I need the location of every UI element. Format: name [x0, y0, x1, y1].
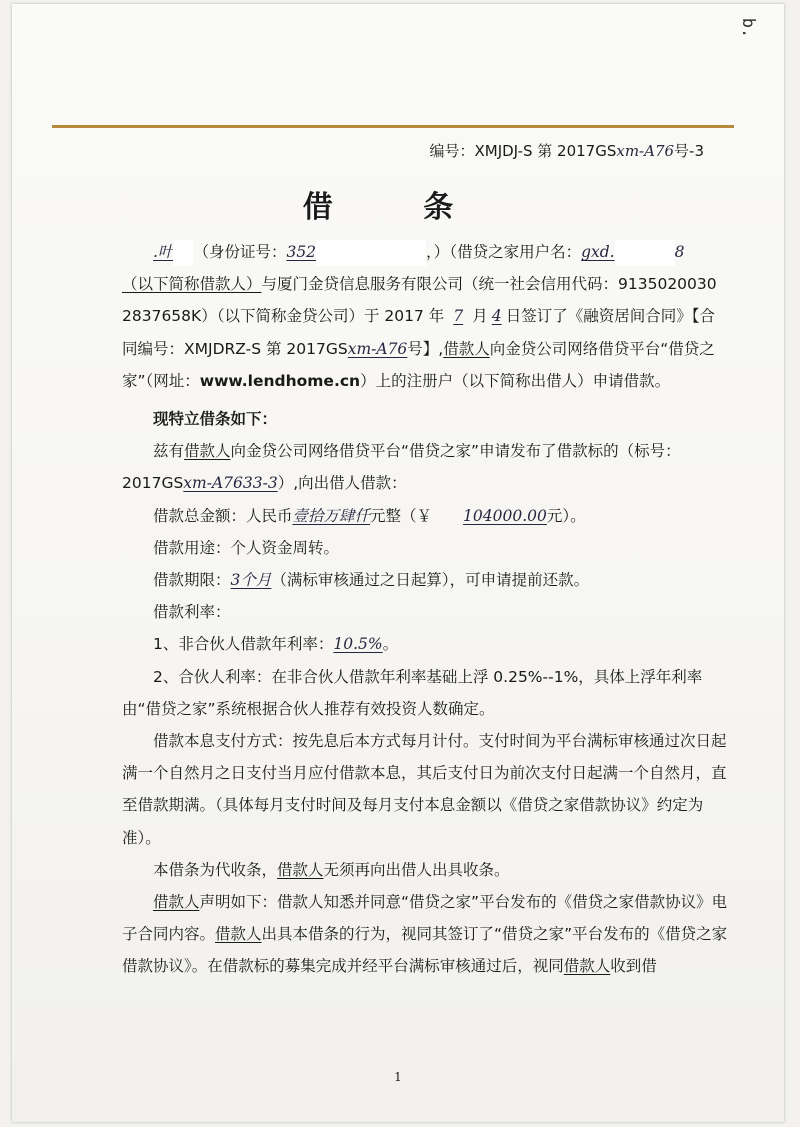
amount-label: 借款总金额：人民币	[153, 506, 293, 525]
loan-statement-a: 兹有	[153, 442, 185, 461]
payment-method: 借款本息支付方式：按先息后本方式每月计付。支付时间为平台满标审核通过次日起满一个自然月之日支付当月应付借款本息，其后支付日为前次支付日起满一个自然月，直至借款期满。（具体每月支付时间及每月支付本息金额以《借贷之家借款协议》约定为准）。	[122, 732, 727, 847]
receipt-clause	[122, 854, 734, 886]
loan-statement-d: ）,向出借人借款：	[277, 474, 407, 493]
loan-statement-c: 2017GS	[122, 474, 184, 493]
term-handwritten: 3个月	[230, 571, 272, 590]
website-url: www.lendhome.cn	[199, 371, 361, 390]
loan-term	[122, 564, 734, 596]
document-number	[429, 140, 704, 161]
amount-mid: 元整（￥	[370, 506, 433, 525]
borrower-term: 借款人	[277, 860, 324, 879]
amount-end: 元）。	[546, 506, 586, 525]
doc-number-handwritten: xm-A76	[616, 142, 675, 160]
contract-number-label: 同编号：XMJDRZ-S 第 2017GS	[122, 339, 348, 358]
section-heading: 现特立借条如下：	[153, 410, 278, 429]
contract-day-handwritten: 4	[491, 307, 502, 326]
declaration-clause	[122, 886, 734, 983]
paper-page	[12, 4, 784, 1122]
contract-month-handwritten: 7	[453, 307, 464, 326]
receipt-b: 无须再向出借人出具收条。	[323, 860, 510, 879]
rate-1-end: 。	[382, 635, 399, 654]
intro-line-2-text: 与厦门金贷信息服务有限公司（统一社会信用代码：9135020030	[261, 275, 717, 294]
term-end: （满标审核通过之日起算），可申请提前还款。	[271, 571, 590, 590]
term-label: 借款期限：	[153, 571, 231, 590]
doc-number-prefix: 编号：XMJDJ-S 第 2017GS	[429, 142, 617, 160]
borrower-term: 借款人	[443, 339, 490, 358]
borrower-term: 借款人	[184, 442, 231, 461]
loan-purpose: 借款用途：个人资金周转。	[153, 538, 340, 557]
intro-line-5	[122, 365, 734, 397]
declare-b: 出具本借条的行为，视同其签订了“借贷之家”平台发布的《借贷之家借款协议》。在借款标的募集完成并经平台满标审核通过后，视同	[122, 925, 728, 976]
contract-number-suffix: 号】,	[407, 339, 444, 358]
receipt-a: 本借条为代收条，	[153, 860, 278, 879]
redaction-username	[615, 240, 675, 266]
id-close: ，）	[426, 243, 450, 261]
page-title: 借 条	[302, 190, 494, 225]
declare-a: 声明如下：借款人知悉并同意“借贷之家”平台发布的《借贷之家借款协议》电子合同内容。	[122, 893, 728, 944]
document-body	[122, 236, 734, 983]
intro-line-5-tail: ）上的注册户（以下简称出借人）申请借款。	[360, 371, 671, 390]
header-rule	[52, 125, 734, 128]
amount-number-handwritten: 104000.00	[463, 506, 547, 525]
contract-number-handwritten: xm-A76	[347, 339, 408, 358]
doc-number-suffix: 号-3	[674, 142, 704, 160]
rate-item-2: 2、合伙人利率：在非合伙人借款年利率基础上浮 0.25%--1%，具体上浮年利率由“借贷之家”系统根据合伙人推荐有效投资人数确定。	[122, 667, 703, 718]
borrower-term: 借款人	[563, 957, 611, 976]
intro-line-4	[122, 333, 734, 365]
loan-amount	[122, 500, 734, 532]
declare-c: 收到借	[610, 957, 657, 976]
username-handwritten: gxd.	[581, 243, 615, 261]
rate-heading: 借款利率：	[153, 603, 231, 622]
intro-line-1	[122, 236, 734, 268]
intro-line-3-tail: 日签订了《融资居间合同》【合	[505, 307, 716, 326]
amount-words-handwritten: 壹拾万肆仟	[292, 506, 371, 525]
corner-handwritten-mark: b.	[737, 17, 758, 39]
loan-statement	[122, 435, 734, 499]
rate-1-handwritten: 10.5%	[333, 635, 383, 654]
redaction-name	[173, 240, 193, 266]
id-label: （身份证号：	[193, 243, 287, 261]
id-number-handwritten: 352	[286, 243, 317, 261]
borrower-term: 借款人	[215, 925, 262, 944]
borrower-alias: （以下简称借款人）	[122, 275, 262, 294]
page-number: 1	[394, 1070, 402, 1084]
website-label: 家”（网址：	[122, 371, 200, 390]
intro-line-3	[122, 300, 734, 332]
intro-line-2	[122, 268, 734, 300]
redaction-id	[316, 240, 426, 266]
rate-item-1	[122, 628, 734, 660]
rate-1-label: 1、非合伙人借款年利率：	[153, 635, 334, 654]
month-unit: 月	[472, 307, 488, 326]
username-label: （借贷之家用户名：	[449, 243, 582, 261]
username-tail: 8	[674, 243, 685, 261]
intro-line-4-tail: 向金贷公司网络借贷平台“借贷之	[489, 339, 715, 358]
borrower-name-handwritten: .叶	[153, 243, 174, 261]
intro-line-3-text: 2837658K）（以下简称金贷公司）于 2017 年	[122, 307, 445, 326]
loan-code-handwritten: xm-A7633-3	[183, 474, 278, 493]
loan-statement-b: 向金贷公司网络借贷平台“借贷之家”申请发布了借款标的（标号：	[230, 442, 681, 461]
borrower-term: 借款人	[153, 893, 200, 912]
